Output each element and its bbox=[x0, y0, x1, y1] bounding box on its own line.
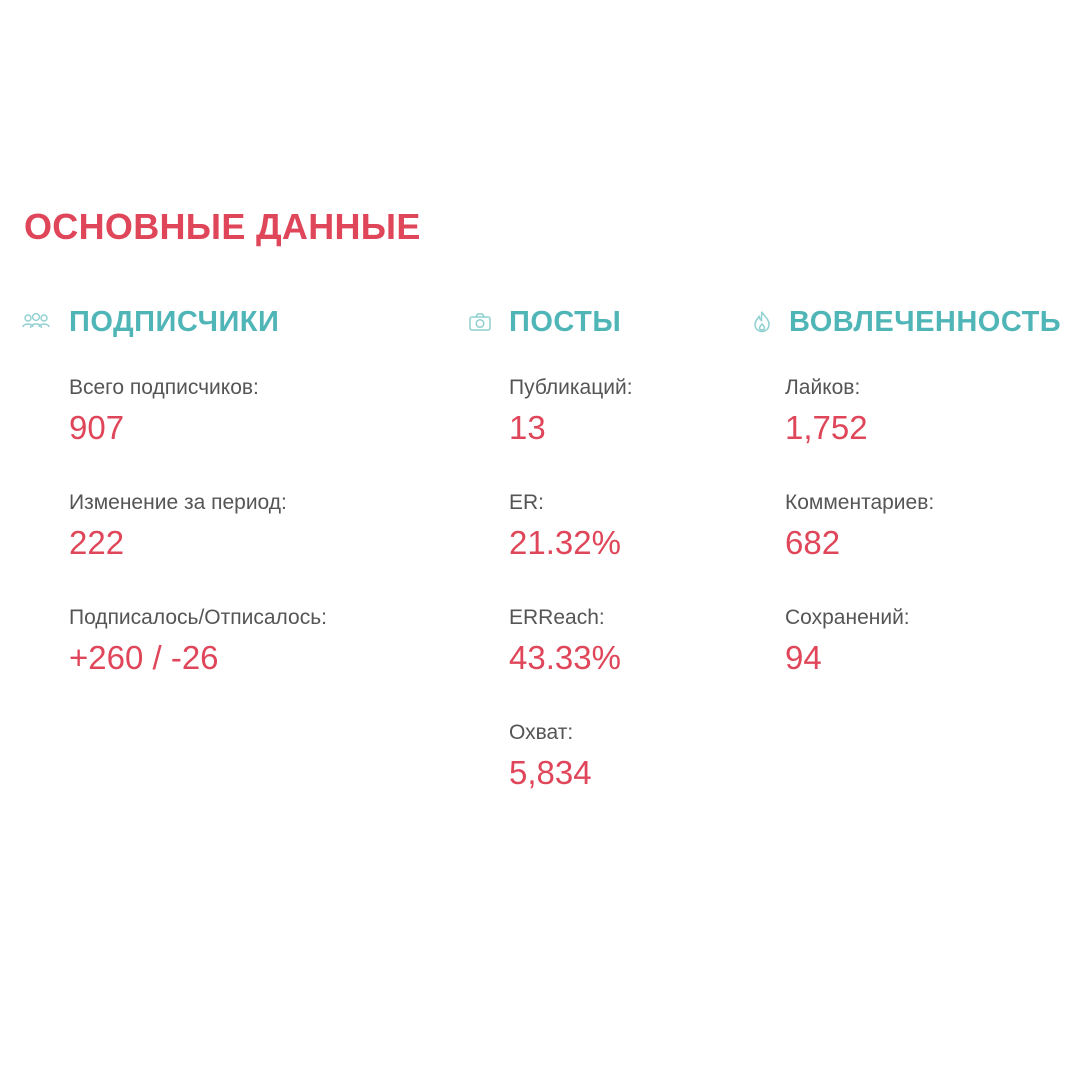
metric-label: Публикаций: bbox=[509, 376, 633, 399]
metric-value: 94 bbox=[785, 639, 822, 676]
metric-value: 21.32% bbox=[509, 524, 621, 561]
posts-header bbox=[466, 300, 633, 344]
flame-icon bbox=[748, 308, 776, 336]
metric-value: 5,834 bbox=[509, 754, 592, 791]
subscribers-section bbox=[22, 300, 327, 719]
metric-label: Охват: bbox=[509, 721, 574, 744]
metric-total-subscribers bbox=[69, 374, 327, 489]
metric-label: Всего подписчиков: bbox=[69, 376, 259, 399]
metric-follow-unfollow bbox=[69, 604, 327, 719]
engagement-section bbox=[748, 300, 1061, 719]
metric-label: Сохранений: bbox=[785, 606, 910, 629]
engagement-header bbox=[748, 300, 1061, 344]
subscribers-metrics bbox=[22, 374, 327, 719]
page-title: ОСНОВНЫЕ ДАННЫЕ bbox=[24, 206, 421, 247]
metric-saves bbox=[785, 604, 1061, 719]
metric-value: 222 bbox=[69, 524, 125, 561]
camera-icon bbox=[466, 308, 494, 336]
metric-er-reach bbox=[509, 604, 633, 719]
engagement-metrics bbox=[748, 374, 1061, 719]
posts-metrics bbox=[466, 374, 633, 834]
metric-label: Изменение за период: bbox=[69, 491, 287, 514]
metric-value: +260 / -26 bbox=[69, 639, 219, 676]
metric-comments bbox=[785, 489, 1061, 604]
metric-label: ER: bbox=[509, 491, 545, 514]
metric-label: ERReach: bbox=[509, 606, 605, 629]
metric-likes bbox=[785, 374, 1061, 489]
metric-period-change bbox=[69, 489, 327, 604]
metric-label: Подписалось/Отписалось: bbox=[69, 606, 327, 629]
metric-publications bbox=[509, 374, 633, 489]
metric-value: 13 bbox=[509, 409, 546, 446]
metric-reach bbox=[509, 719, 633, 834]
metric-value: 43.33% bbox=[509, 639, 621, 676]
subscribers-title: ПОДПИСЧИКИ bbox=[69, 305, 280, 338]
posts-title: ПОСТЫ bbox=[509, 305, 622, 338]
metric-value: 682 bbox=[785, 524, 841, 561]
subscribers-header bbox=[22, 300, 327, 344]
metric-value: 1,752 bbox=[785, 409, 868, 446]
metric-er bbox=[509, 489, 633, 604]
users-icon bbox=[22, 308, 50, 336]
metric-label: Комментариев: bbox=[785, 491, 935, 514]
metric-value: 907 bbox=[69, 409, 125, 446]
metric-label: Лайков: bbox=[785, 376, 861, 399]
engagement-title: ВОВЛЕЧЕННОСТЬ bbox=[789, 305, 1062, 338]
posts-section bbox=[466, 300, 633, 834]
